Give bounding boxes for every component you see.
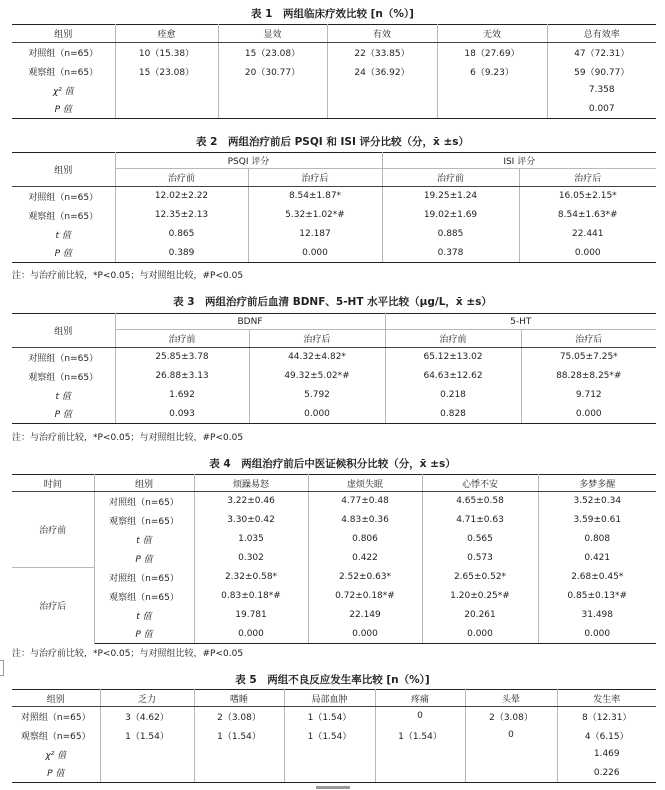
table1 <box>12 24 656 119</box>
t1-empty <box>437 81 547 100</box>
t4-h-irritable: 烦躁易怒 <box>194 475 308 492</box>
t3-r2-c3: 64.63±12.62 <box>385 367 521 386</box>
t3-r4-c4: 0.000 <box>521 405 656 424</box>
t3-r2-c2: 49.32±5.02*# <box>249 367 385 386</box>
table5-caption: 表 5 两组不良反应发生率比较 [n（%）] <box>235 674 430 686</box>
t1-empty <box>437 100 547 119</box>
t4-a1-c4: 2.68±0.45* <box>538 568 656 587</box>
t5-empty <box>194 764 284 783</box>
table2-caption: 表 2 两组治疗前后 PSQI 和 ISI 评分比较（分，x̄ ±s） <box>195 136 470 148</box>
t3-r3-c3: 0.218 <box>385 386 521 405</box>
t5-r1-c0: 对照组（n=65） <box>12 707 100 726</box>
t2-r3-c4: 22.441 <box>519 225 656 244</box>
t3-r3-c0: t 值 <box>12 386 115 405</box>
t1-p-label: P 值 <box>12 100 115 119</box>
t1-h-marked: 显效 <box>218 25 327 43</box>
t3-r4-c3: 0.828 <box>385 405 521 424</box>
t3-h-group: 组别 <box>12 314 115 348</box>
t5-h-fatigue: 乏力 <box>100 690 194 707</box>
t1-r2-c1: 15（23.08） <box>115 62 218 81</box>
t4-h-dreams: 多梦多醒 <box>538 475 656 492</box>
t4-a2-c3: 1.20±0.25*# <box>422 587 538 606</box>
t5-r1-c5: 2（3.08） <box>465 707 557 726</box>
t3-r1-c0: 对照组（n=65） <box>12 348 115 367</box>
t1-r2-c3: 24（36.92） <box>327 62 437 81</box>
t5-empty <box>375 745 465 764</box>
t2-r4-c2: 0.000 <box>248 244 382 263</box>
t3-r3-c2: 5.792 <box>249 386 385 405</box>
t4-a3-c4: 31.498 <box>538 606 656 625</box>
t1-chi-value: 7.358 <box>547 81 656 100</box>
t4-b3-c1: 1.035 <box>194 530 308 549</box>
t5-h-hematoma: 局部血肿 <box>284 690 375 707</box>
t2-r3-c0: t 值 <box>12 225 115 244</box>
t1-r1-c1: 10（15.38） <box>115 43 218 62</box>
table4 <box>12 474 656 644</box>
table5 <box>12 689 656 783</box>
t2-r4-c3: 0.378 <box>382 244 519 263</box>
t4-a4-c4: 0.000 <box>538 625 656 644</box>
t5-r2-c3: 1（1.54） <box>284 726 375 745</box>
t5-p-label: P 值 <box>12 764 100 783</box>
t5-r1-c6: 8（12.31） <box>557 707 656 726</box>
t4-b1-c4: 3.52±0.34 <box>538 492 656 511</box>
t2-h-isi-after: 治疗后 <box>519 169 656 187</box>
t5-h-pain: 疼痛 <box>375 690 465 707</box>
t1-empty <box>115 81 218 100</box>
t4-b4-c3: 0.573 <box>422 549 538 568</box>
t1-empty <box>115 100 218 119</box>
t5-h-group: 组别 <box>12 690 100 707</box>
t4-b3-c0: t 值 <box>94 530 194 549</box>
t1-p-value: 0.007 <box>547 100 656 119</box>
t2-r3-c3: 0.885 <box>382 225 519 244</box>
t5-chi-label: χ² 值 <box>12 745 100 764</box>
t4-a4-c3: 0.000 <box>422 625 538 644</box>
t4-a2-c0: 观察组（n=65） <box>94 587 194 606</box>
t3-r3-c4: 9.712 <box>521 386 656 405</box>
t5-p-value: 0.226 <box>557 764 656 783</box>
t2-r2-c1: 12.35±2.13 <box>115 206 248 225</box>
t2-r4-c0: P 值 <box>12 244 115 263</box>
t3-r4-c1: 0.093 <box>115 405 249 424</box>
t4-b4-c0: P 值 <box>94 549 194 568</box>
t3-h-bdnf: BDNF <box>115 314 385 330</box>
t2-r2-c2: 5.32±1.02*# <box>248 206 382 225</box>
t5-r2-c6: 4（6.15） <box>557 726 656 745</box>
t5-r2-c5: 0 <box>465 726 557 745</box>
t5-empty <box>284 745 375 764</box>
t4-h-group: 组别 <box>94 475 194 492</box>
t1-h-group: 组别 <box>12 25 115 43</box>
t3-r1-c4: 75.05±7.25* <box>521 348 656 367</box>
t4-b1-c3: 4.65±0.58 <box>422 492 538 511</box>
t2-r4-c4: 0.000 <box>519 244 656 263</box>
t4-a2-c2: 0.72±0.18*# <box>308 587 422 606</box>
t3-h-5ht: 5-HT <box>385 314 656 330</box>
t2-h-group: 组别 <box>12 153 115 187</box>
t4-b3-c3: 0.565 <box>422 530 538 549</box>
t1-r2-c5: 59（90.77） <box>547 62 656 81</box>
t5-h-rate: 发生率 <box>557 690 656 707</box>
t3-h-bdnf-before: 治疗前 <box>115 330 249 348</box>
t5-chi-value: 1.469 <box>557 745 656 764</box>
page-scroll-handle[interactable] <box>316 786 350 789</box>
t1-r1-c2: 15（23.08） <box>218 43 327 62</box>
t2-r2-c0: 观察组（n=65） <box>12 206 115 225</box>
t5-empty <box>194 745 284 764</box>
t4-b1-c1: 3.22±0.46 <box>194 492 308 511</box>
t3-r1-c2: 44.32±4.82* <box>249 348 385 367</box>
t2-r1-c4: 16.05±2.15* <box>519 187 656 206</box>
t4-a3-c1: 19.781 <box>194 606 308 625</box>
t4-h-time: 时间 <box>12 475 94 492</box>
t4-b4-c1: 0.302 <box>194 549 308 568</box>
t2-r4-c1: 0.389 <box>115 244 248 263</box>
t4-a1-c3: 2.65±0.52* <box>422 568 538 587</box>
t3-h-5ht-before: 治疗前 <box>385 330 521 348</box>
t1-r1-c0: 对照组（n=65） <box>12 43 115 62</box>
t4-b1-c2: 4.77±0.48 <box>308 492 422 511</box>
t3-r3-c1: 1.692 <box>115 386 249 405</box>
t4-b2-c0: 观察组（n=65） <box>94 511 194 530</box>
t1-empty <box>327 81 437 100</box>
t5-h-drowsy: 嗜睡 <box>194 690 284 707</box>
table3 <box>12 313 656 424</box>
t1-empty <box>218 81 327 100</box>
t5-r1-c2: 2（3.08） <box>194 707 284 726</box>
t1-r2-c0: 观察组（n=65） <box>12 62 115 81</box>
t3-r1-c3: 65.12±13.02 <box>385 348 521 367</box>
t1-r2-c2: 20（30.77） <box>218 62 327 81</box>
t1-h-cured: 痊愈 <box>115 25 218 43</box>
t4-b4-c2: 0.422 <box>308 549 422 568</box>
t2-r3-c1: 0.865 <box>115 225 248 244</box>
t3-r1-c1: 25.85±3.78 <box>115 348 249 367</box>
t1-r1-c4: 18（27.69） <box>437 43 547 62</box>
table3-note: 注：与治疗前比较，*P<0.05；与对照组比较，#P<0.05 <box>12 433 244 443</box>
t3-h-5ht-after: 治疗后 <box>521 330 656 348</box>
t4-a4-c0: P 值 <box>94 625 194 644</box>
t1-chi-label: χ² 值 <box>12 81 115 100</box>
t2-r2-c3: 19.02±1.69 <box>382 206 519 225</box>
t4-h-palpitation: 心悸不安 <box>422 475 538 492</box>
t4-b2-c4: 3.59±0.61 <box>538 511 656 530</box>
t4-b2-c2: 4.83±0.36 <box>308 511 422 530</box>
t5-h-dizzy: 头晕 <box>465 690 557 707</box>
t4-a3-c0: t 值 <box>94 606 194 625</box>
t1-r2-c4: 6（9.23） <box>437 62 547 81</box>
t2-r1-c2: 8.54±1.87* <box>248 187 382 206</box>
t5-empty <box>100 745 194 764</box>
t4-a1-c2: 2.52±0.63* <box>308 568 422 587</box>
t4-a1-c1: 2.32±0.58* <box>194 568 308 587</box>
t4-b1-c0: 对照组（n=65） <box>94 492 194 511</box>
t5-r1-c3: 1（1.54） <box>284 707 375 726</box>
t4-a4-c2: 0.000 <box>308 625 422 644</box>
t5-empty <box>100 764 194 783</box>
t1-empty <box>327 100 437 119</box>
t3-r2-c1: 26.88±3.13 <box>115 367 249 386</box>
t4-b3-c2: 0.806 <box>308 530 422 549</box>
t5-empty <box>375 764 465 783</box>
t2-h-psqi-before: 治疗前 <box>115 169 248 187</box>
t4-a4-c1: 0.000 <box>194 625 308 644</box>
t3-r2-c4: 88.28±8.25*# <box>521 367 656 386</box>
t4-a3-c2: 22.149 <box>308 606 422 625</box>
t1-h-effective: 有效 <box>327 25 437 43</box>
t3-r4-c2: 0.000 <box>249 405 385 424</box>
t4-a3-c3: 20.261 <box>422 606 538 625</box>
t3-r2-c0: 观察组（n=65） <box>12 367 115 386</box>
t4-b4-c4: 0.421 <box>538 549 656 568</box>
t2-h-psqi-after: 治疗后 <box>248 169 382 187</box>
t2-r1-c1: 12.02±2.22 <box>115 187 248 206</box>
t5-r2-c2: 1（1.54） <box>194 726 284 745</box>
table2 <box>12 152 656 263</box>
t5-empty <box>465 745 557 764</box>
table2-note: 注：与治疗前比较，*P<0.05；与对照组比较，#P<0.05 <box>12 271 244 281</box>
t4-a2-c1: 0.83±0.18*# <box>194 587 308 606</box>
t1-empty <box>218 100 327 119</box>
t4-a2-c4: 0.85±0.13*# <box>538 587 656 606</box>
t5-r1-c4: 0 <box>375 707 465 726</box>
t2-r2-c4: 8.54±1.63*# <box>519 206 656 225</box>
t5-r2-c4: 1（1.54） <box>375 726 465 745</box>
t5-r2-c0: 观察组（n=65） <box>12 726 100 745</box>
t4-b2-c1: 3.30±0.42 <box>194 511 308 530</box>
t3-r4-c0: P 值 <box>12 405 115 424</box>
table1-caption: 表 1 两组临床疗效比较 [n（%）] <box>251 8 414 20</box>
t1-r1-c5: 47（72.31） <box>547 43 656 62</box>
t2-r1-c0: 对照组（n=65） <box>12 187 115 206</box>
t2-h-isi: ISI 评分 <box>382 153 656 169</box>
t2-r1-c3: 19.25±1.24 <box>382 187 519 206</box>
t4-a1-c0: 对照组（n=65） <box>94 568 194 587</box>
t4-before-label: 治疗前 <box>12 492 94 568</box>
t1-h-invalid: 无效 <box>437 25 547 43</box>
t2-h-isi-before: 治疗前 <box>382 169 519 187</box>
t3-h-bdnf-after: 治疗后 <box>249 330 385 348</box>
t4-after-label: 治疗后 <box>12 568 94 644</box>
t5-r1-c1: 3（4.62） <box>100 707 194 726</box>
table4-caption: 表 4 两组治疗前后中医证候积分比较（分，x̄ ±s） <box>209 458 456 470</box>
t4-h-insomnia: 虚烦失眠 <box>308 475 422 492</box>
t1-r1-c3: 22（33.85） <box>327 43 437 62</box>
t4-b3-c4: 0.808 <box>538 530 656 549</box>
t5-r2-c1: 1（1.54） <box>100 726 194 745</box>
t4-b2-c3: 4.71±0.63 <box>422 511 538 530</box>
table3-caption: 表 3 两组治疗前后血清 BDNF、5-HT 水平比较（μg/L，x̄ ±s） <box>173 296 492 308</box>
table4-note: 注：与治疗前比较，*P<0.05；与对照组比较，#P<0.05 <box>12 649 244 659</box>
t1-h-total: 总有效率 <box>547 25 656 43</box>
t5-empty <box>465 764 557 783</box>
t2-r3-c2: 12.187 <box>248 225 382 244</box>
t2-h-psqi: PSQI 评分 <box>115 153 382 169</box>
t5-empty <box>284 764 375 783</box>
